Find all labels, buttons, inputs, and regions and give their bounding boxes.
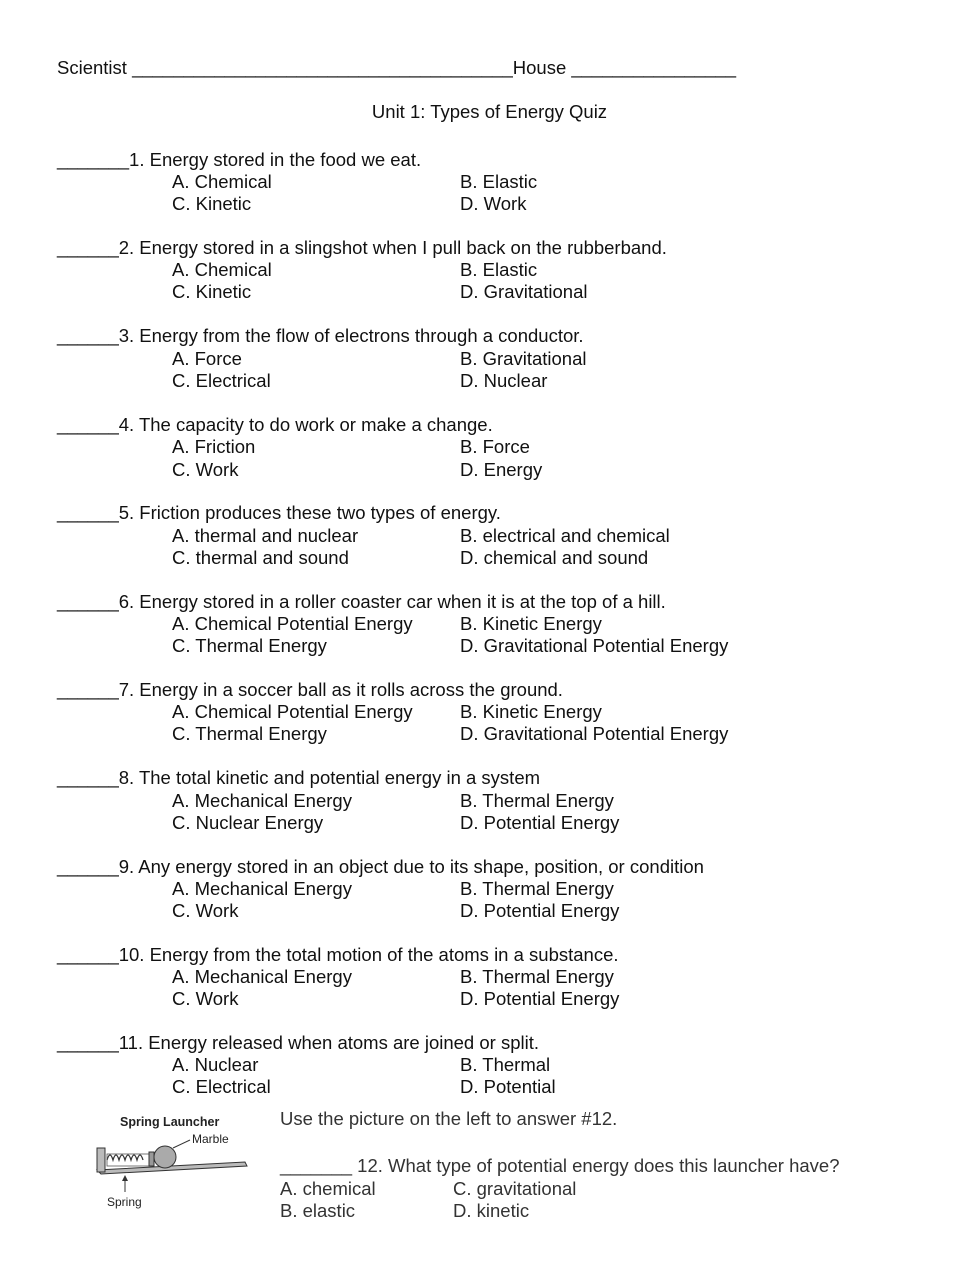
question-text: 11. Energy released when atoms are joined or split. (118, 1032, 539, 1053)
option-c: C. Nuclear Energy (172, 812, 324, 833)
option-c: C. Work (172, 900, 239, 921)
answer-blank[interactable]: ______ (57, 1032, 119, 1053)
question-text: 8. The total kinetic and potential energy in a system (118, 767, 541, 788)
option-b: B. Thermal Energy (460, 790, 614, 811)
question-text: 7. Energy in a soccer ball as it rolls across the ground. (118, 679, 563, 700)
option-c: C. Work (172, 988, 239, 1009)
question-text: 1. Energy stored in the food we eat. (129, 149, 422, 170)
option-d: D. Potential (460, 1076, 556, 1097)
question-text: 10. Energy from the total motion of the atoms in a substance. (118, 944, 619, 965)
option-a: A. thermal and nuclear (172, 525, 359, 546)
option-d: D. Potential Energy (460, 900, 620, 921)
option-d: D. Potential Energy (460, 812, 620, 833)
question-text: 4. The capacity to do work or make a change. (118, 414, 493, 435)
answer-blank[interactable]: _______ (280, 1155, 353, 1176)
option-b: B. Kinetic Energy (460, 701, 602, 722)
spring-coil-icon (107, 1155, 143, 1160)
option-b: B. Force (460, 436, 530, 457)
spring-arrow-head (122, 1175, 128, 1181)
page-title: Unit 1: Types of Energy Quiz (371, 101, 608, 122)
answer-blank[interactable]: ______ (57, 944, 119, 965)
option-a: A. Chemical Potential Energy (172, 613, 413, 634)
question-text: 5. Friction produces these two types of energy. (118, 502, 501, 523)
answer-blank[interactable]: ______ (57, 591, 119, 612)
option-d: D. Energy (460, 459, 543, 480)
scientist-label: Scientist (57, 57, 127, 78)
option-c: C. Work (172, 459, 239, 480)
option-d: D. Nuclear (460, 370, 548, 391)
figure-title: Spring Launcher (120, 1115, 220, 1129)
option-b: B. Elastic (460, 259, 538, 280)
scientist-name-blank[interactable]: _____________________________________ (132, 57, 513, 78)
option-a: A. Nuclear (172, 1054, 259, 1075)
plunger (149, 1152, 154, 1166)
option-b: B. Thermal Energy (460, 966, 614, 987)
option-c: C. gravitational (453, 1178, 577, 1199)
answer-blank[interactable]: ______ (57, 767, 119, 788)
launcher-drawing (95, 1112, 255, 1217)
launcher-end-block (97, 1148, 105, 1172)
spring-launcher-figure (95, 1112, 255, 1217)
option-c: C. thermal and sound (172, 547, 349, 568)
option-d: D. Potential Energy (460, 988, 620, 1009)
option-d: D. Work (460, 193, 527, 214)
marble-pointer (173, 1140, 190, 1148)
house-name-blank[interactable]: ________________ (571, 57, 736, 78)
question-text: 2. Energy stored in a slingshot when I pull back on the rubberband. (118, 237, 667, 258)
option-a: A. chemical (280, 1178, 376, 1199)
question-text: 6. Energy stored in a roller coaster car when it is at the top of a hill. (118, 591, 666, 612)
option-b: B. Thermal Energy (460, 878, 614, 899)
option-c: C. Electrical (172, 370, 271, 391)
option-c: C. Kinetic (172, 281, 252, 302)
option-b: B. Thermal (460, 1054, 551, 1075)
q12-instruction: Use the picture on the left to answer #12. (280, 1108, 618, 1129)
question-text: 3. Energy from the flow of electrons through a conductor. (118, 325, 584, 346)
house-label: House (512, 57, 567, 78)
option-b: B. Gravitational (460, 348, 587, 369)
option-d: D. kinetic (453, 1200, 530, 1221)
option-c: C. Electrical (172, 1076, 271, 1097)
answer-blank[interactable]: ______ (57, 325, 119, 346)
header-line (57, 57, 736, 79)
marble-icon (154, 1146, 176, 1168)
option-a: A. Chemical Potential Energy (172, 701, 413, 722)
question-text: 9. Any energy stored in an object due to its shape, position, or condition (118, 856, 704, 877)
answer-blank[interactable]: ______ (57, 502, 119, 523)
option-d: D. Gravitational Potential Energy (460, 723, 729, 744)
question-text: 12. What type of potential energy does this launcher have? (352, 1155, 840, 1176)
answer-blank[interactable]: _______ (57, 149, 130, 170)
option-c: C. Kinetic (172, 193, 252, 214)
answer-blank[interactable]: ______ (57, 414, 119, 435)
option-b: B. electrical and chemical (460, 525, 670, 546)
option-a: A. Force (172, 348, 242, 369)
option-b: B. Elastic (460, 171, 538, 192)
option-a: A. Mechanical Energy (172, 966, 352, 987)
option-c: C. Thermal Energy (172, 723, 327, 744)
answer-blank[interactable]: ______ (57, 237, 119, 258)
spring-label: Spring (107, 1195, 142, 1209)
option-a: A. Friction (172, 436, 256, 457)
option-a: A. Mechanical Energy (172, 790, 352, 811)
answer-blank[interactable]: ______ (57, 679, 119, 700)
option-c: C. Thermal Energy (172, 635, 327, 656)
option-d: D. Gravitational Potential Energy (460, 635, 729, 656)
option-d: D. chemical and sound (460, 547, 649, 568)
marble-label: Marble (192, 1132, 229, 1146)
option-b: B. Kinetic Energy (460, 613, 602, 634)
option-a: A. Mechanical Energy (172, 878, 352, 899)
option-d: D. Gravitational (460, 281, 588, 302)
option-a: A. Chemical (172, 259, 272, 280)
option-a: A. Chemical (172, 171, 272, 192)
option-b: B. elastic (280, 1200, 356, 1221)
answer-blank[interactable]: ______ (57, 856, 119, 877)
